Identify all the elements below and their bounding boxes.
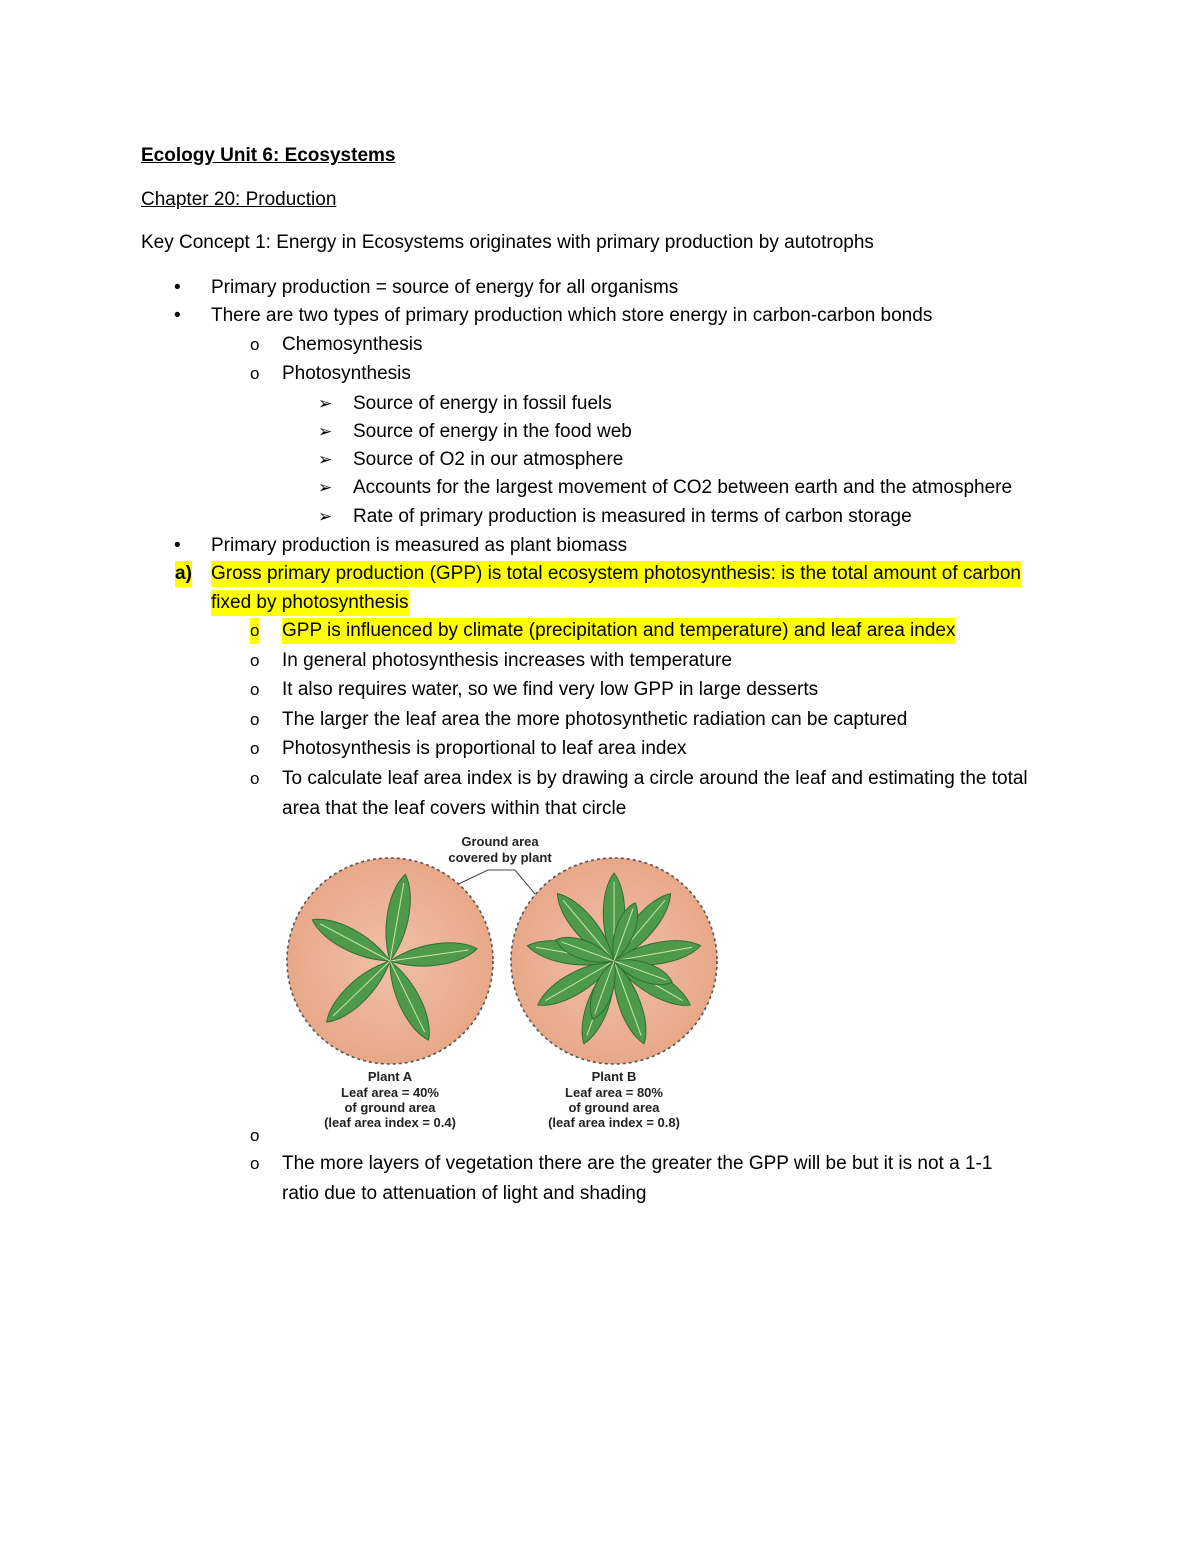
circle-marker: o — [250, 1126, 260, 1145]
list-item-continuation: ratio due to attenuation of light and shading — [282, 1183, 647, 1204]
circle-marker: o — [250, 1154, 260, 1173]
plant-a-name: Plant A — [367, 1069, 413, 1084]
document-title: Ecology Unit 6: Ecosystems — [141, 145, 396, 166]
plant-b-leaf-area: Leaf area = 80% — [565, 1085, 663, 1100]
arrow-bullet-icon: ➢ — [318, 507, 333, 526]
plant-a-lai: (leaf area index = 0.4) — [324, 1115, 456, 1130]
circle-marker: o — [250, 739, 260, 758]
circle-marker: o — [250, 335, 260, 354]
leaf-area-index-figure — [280, 828, 740, 1138]
list-item: GPP is influenced by climate (precipitation and temperature) and leaf area index — [282, 618, 955, 644]
list-item: To calculate leaf area index is by drawing a circle around the leaf and estimating the total — [282, 768, 1028, 789]
gpp-definition-line-2: fixed by photosynthesis — [211, 590, 409, 616]
bullet-marker: • — [174, 535, 181, 556]
arrow-bullet-icon: ➢ — [318, 478, 333, 497]
circle-marker: o — [250, 680, 260, 699]
gpp-definition-line-1: Gross primary production (GPP) is total ecosystem photosynthesis: is the total amount of carbon — [211, 561, 1021, 587]
list-item: There are two types of primary production which store energy in carbon-carbon bonds — [211, 305, 933, 326]
chapter-heading: Chapter 20: Production — [141, 189, 337, 210]
list-item: Source of energy in the food web — [353, 421, 632, 442]
list-item-continuation: area that the leaf covers within that circle — [282, 798, 627, 819]
circle-marker: o — [250, 364, 260, 383]
list-item: Primary production = source of energy for all organisms — [211, 277, 679, 298]
plant-b-lai: (leaf area index = 0.8) — [548, 1115, 680, 1130]
key-concept: Key Concept 1: Energy in Ecosystems originates with primary production by autotrophs — [141, 232, 874, 253]
plant-a-ground-area: of ground area — [344, 1100, 436, 1115]
arrow-bullet-icon: ➢ — [318, 422, 333, 441]
circle-marker: o — [250, 710, 260, 729]
plant-a-leaf-area: Leaf area = 40% — [341, 1085, 439, 1100]
arrow-bullet-icon: ➢ — [318, 394, 333, 413]
ground-area-label-line-2: covered by plant — [448, 850, 552, 865]
list-item: Source of energy in fossil fuels — [353, 393, 612, 414]
ground-area-label-line-1: Ground area — [461, 834, 539, 849]
list-item: Photosynthesis is proportional to leaf area index — [282, 738, 687, 759]
arrow-bullet-icon: ➢ — [318, 450, 333, 469]
bullet-marker: • — [174, 305, 181, 326]
plant-b-name: Plant B — [591, 1069, 637, 1084]
circle-marker: o — [250, 651, 260, 670]
list-item: It also requires water, so we find very low GPP in large desserts — [282, 679, 819, 700]
circle-marker: o — [250, 769, 260, 788]
list-item: Primary production is measured as plant biomass — [211, 535, 628, 556]
list-item: The larger the leaf area the more photosynthetic radiation can be captured — [282, 709, 908, 730]
alpha-marker: a) — [175, 561, 192, 587]
plant-b-ground-area: of ground area — [568, 1100, 660, 1115]
list-item: The more layers of vegetation there are the greater the GPP will be but it is not a 1-1 — [282, 1153, 993, 1174]
list-item: Rate of primary production is measured in terms of carbon storage — [353, 506, 912, 527]
circle-marker: o — [250, 618, 259, 644]
list-item: Source of O2 in our atmosphere — [353, 449, 624, 470]
list-item: Chemosynthesis — [282, 334, 423, 355]
list-item: In general photosynthesis increases with temperature — [282, 650, 732, 671]
list-item: Photosynthesis — [282, 363, 411, 384]
bullet-marker: • — [174, 277, 181, 298]
list-item: Accounts for the largest movement of CO2 between earth and the atmosphere — [353, 477, 1013, 498]
